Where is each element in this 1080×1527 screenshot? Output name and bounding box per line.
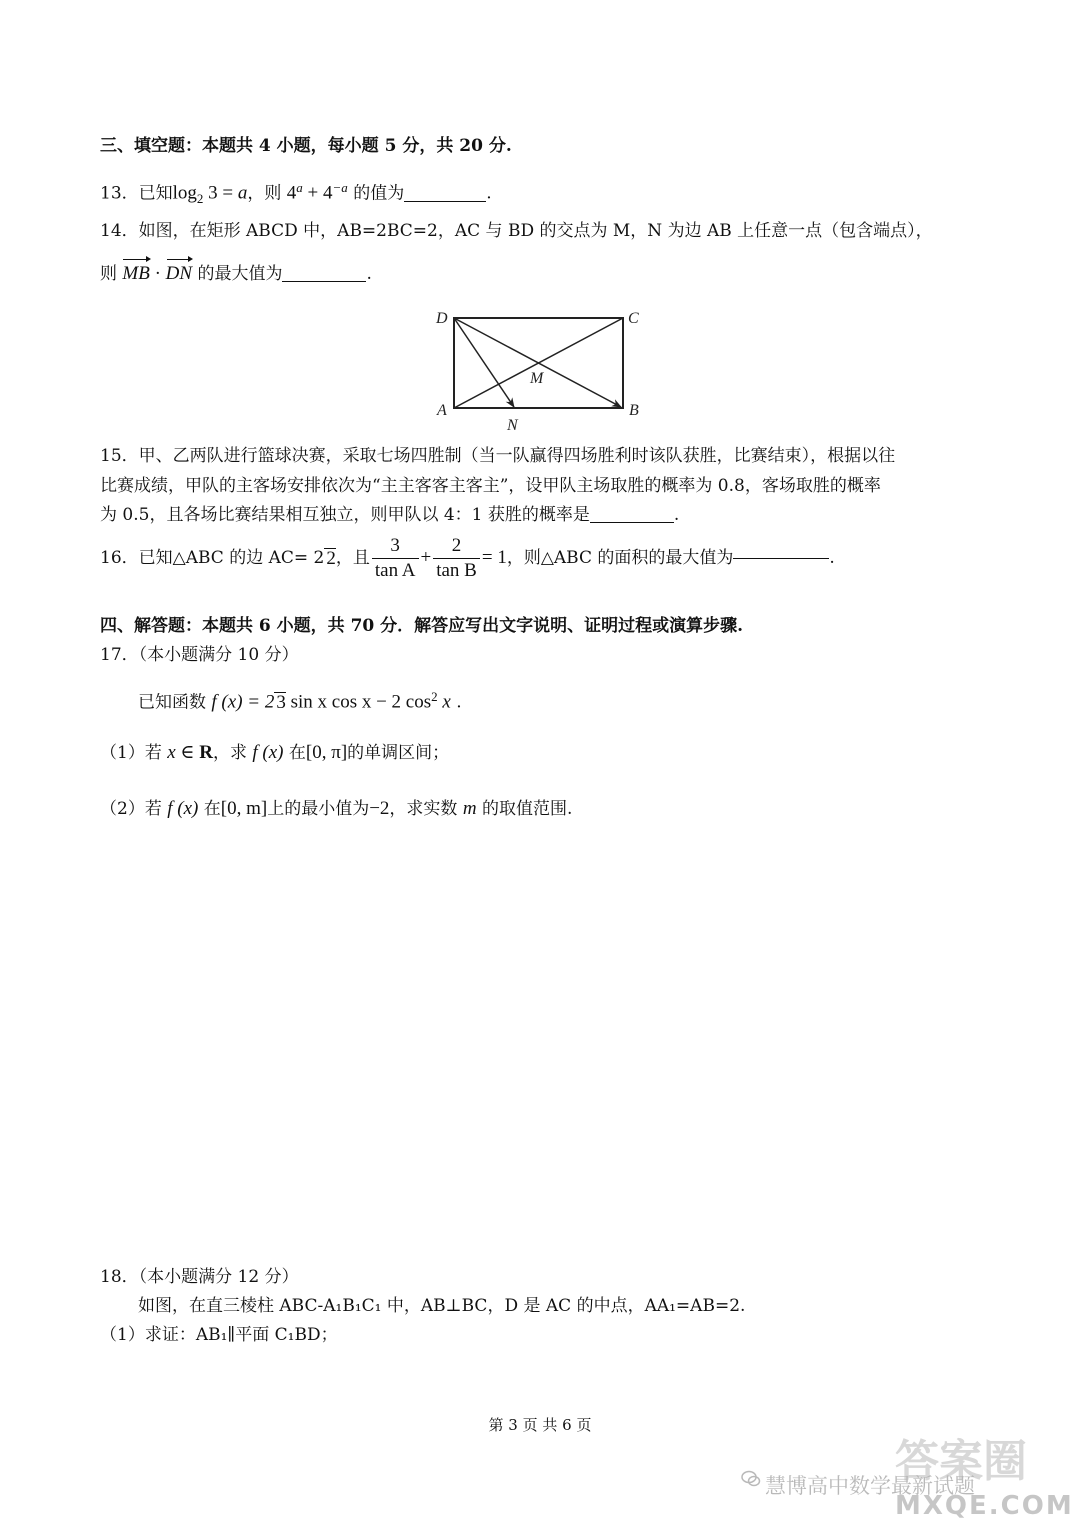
question-17-part-2 [100,797,572,821]
question-16 [100,530,835,586]
q17-p2-value: −2 [369,798,390,819]
q14-text-2: 的最大值为 [192,264,283,284]
vector-db [454,318,621,407]
q13-number: 13． [100,183,139,204]
q16-sqrt: 2 [326,547,336,569]
question-17-header: 17．（本小题满分 10 分） [100,645,299,665]
q16-frac2-numerator: 2 [433,534,480,559]
q13-text-3: 的值为 [347,183,405,204]
q17-p1-a: （1）若 [100,743,168,763]
q13-log: log [172,182,197,204]
q16-end: . [829,548,835,568]
question-18-part-1: （1）求证：AB₁∥平面 C₁BD； [100,1325,338,1345]
q17-end: . [450,692,462,713]
q16-text-3: ，则△ABC 的面积的最大值为 [506,548,734,568]
section-3-heading: 三、填空题：本题共 4 小题，每小题 5 分，共 20 分. [100,136,512,156]
q17-p2-b: 在 [198,799,221,819]
q13-four-2: 4 [323,182,333,204]
q17-p1-interval: [0, π] [305,742,348,763]
section-4-heading: 四、解答题：本题共 6 小题，共 70 分．解答应写出文字说明、证明过程或演算步骤. [100,616,744,636]
q17-rest: sin x cos x − 2 cos [285,691,432,713]
q15-answer-blank [590,522,674,523]
q13-exp-2: −a [332,180,348,195]
q16-text-1: 16．已知△ABC 的边 AC= 2 [100,548,325,568]
label-n: N [507,417,518,434]
q15-text: 为 0.5，且各场比赛结果相互独立，则甲队以 4：1 获胜的概率是 [100,505,590,525]
rectangle-abcd-figure [425,302,655,437]
q17-fx: f (x) = 2 [211,691,275,713]
question-15-line-2: 比赛成绩，甲队的主客场安排依次为“主主客客主客主”，设甲队主场取胜的概率为 0.8，客场取胜的概率 [100,476,881,496]
q13-four-1: 4 [286,182,297,204]
q13-text-1: 已知 [138,183,173,204]
q14-answer-blank [282,281,366,282]
label-m: M [530,370,544,387]
label-c: C [628,310,639,327]
q17-sqrt: 3 [276,691,286,713]
q17-p1-r: R [199,742,213,763]
question-15-line-3 [100,503,679,527]
q13-answer-blank [404,201,486,202]
q13-a: a [237,182,248,204]
q14-end: . [366,264,372,284]
wechat-icon [741,1469,761,1489]
question-13 [100,176,492,211]
q16-frac1-denominator: tan A [374,559,416,581]
q13-text-2: ，则 [247,183,287,204]
q16-answer-blank [733,558,829,559]
q16-frac1-numerator: 3 [372,534,419,559]
q14-vector-dn: DN [165,263,193,284]
q17-p1-x: x ∈ [167,742,200,763]
q17-text-1: 已知函数 [138,692,212,713]
watermark-site: MXQE.COM [895,1491,1074,1521]
q16-text-2: ，且 [335,548,370,568]
q14-text-1: 则 [100,264,123,284]
q17-sup: 2 [431,689,438,704]
q17-p2-m: m [462,798,477,819]
q16-eq: = 1 [481,547,507,568]
question-17-part-1 [100,741,449,765]
q17-p2-a: （2）若 [100,799,168,819]
question-15-line-1: 15．甲、乙两队进行篮球决赛，采取七场四胜制（当一队赢得四场胜利时该队获胜，比赛结束），根据以往 [100,446,896,466]
label-b: B [629,402,639,419]
q16-fraction-2 [433,534,480,583]
q17-p2-e: 的取值范围. [476,799,573,819]
watermark-stamp: 答案圈 [895,1436,1027,1487]
q13-end: . [486,183,492,204]
question-18-line-1: 如图，在直三棱柱 ABC-A₁B₁C₁ 中，AB⊥BC，D 是 AC 的中点，AA₁=AB=2. [138,1296,746,1316]
q15-end: . [673,505,680,525]
watermark-account: 慧博高中数学最新试题 [765,1474,975,1498]
question-18-header: 18．（本小题满分 12 分） [100,1267,299,1287]
q13-log-base: 2 [196,191,204,207]
question-17-function [138,685,462,715]
question-14-line-1: 14．如图，在矩形 ABCD 中，AB=2BC=2，AC 与 BD 的交点为 M，N 为边 AB 上任意一点（包含端点）， [100,221,933,241]
vector-dn [454,318,514,407]
q17-p2-c: 上的最小值为 [267,799,370,819]
label-a: A [437,402,447,419]
q13-exp-1: a [296,180,303,195]
q14-vector-mb: MB [122,263,150,284]
q17-p2-f: f (x) [167,798,199,819]
watermark [765,1425,1074,1521]
label-d: D [436,310,448,327]
q17-p1-b: ，求 [212,743,253,763]
q17-p1-c: 在 [283,743,306,763]
q16-frac2-denominator: tan B [436,559,477,581]
q17-p2-d: ，求实数 [389,799,463,819]
q17-x: x [437,691,451,713]
question-14-line-2 [100,262,372,286]
q13-plus: + [302,182,324,204]
q17-p2-interval: [0, m] [220,798,268,819]
q17-p1-f: f (x) [252,742,284,763]
q17-p1-d: 的单调区间； [347,743,450,763]
q16-fraction-1 [372,534,419,583]
page-footer: 第 3 页 共 6 页 [488,1416,592,1434]
q13-eq: 3 = [203,182,238,204]
q16-plus: + [420,547,432,568]
q14-dot: · [149,263,166,284]
